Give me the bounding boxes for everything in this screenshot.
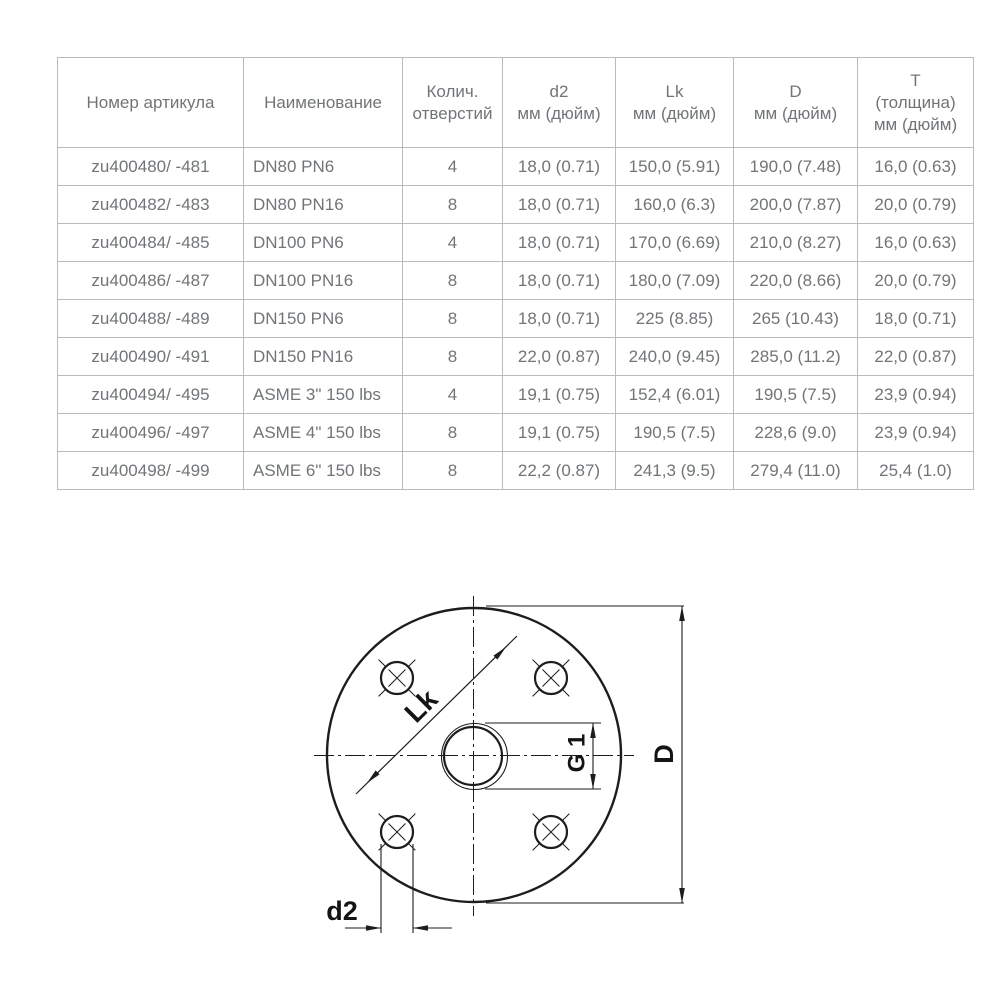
cell-holes: 4 bbox=[403, 376, 503, 414]
cell-d2: 18,0 (0.71) bbox=[503, 224, 616, 262]
cell-holes: 8 bbox=[403, 262, 503, 300]
lk-label: Lk bbox=[398, 683, 444, 729]
cell-d: 190,5 (7.5) bbox=[734, 376, 858, 414]
cell-lk: 180,0 (7.09) bbox=[616, 262, 734, 300]
cell-d: 220,0 (8.66) bbox=[734, 262, 858, 300]
d2-dimension bbox=[345, 844, 452, 933]
cell-d2: 22,2 (0.87) bbox=[503, 452, 616, 490]
cell-holes: 4 bbox=[403, 224, 503, 262]
g1-label: G 1 bbox=[563, 733, 591, 773]
cell-d2: 18,0 (0.71) bbox=[503, 300, 616, 338]
cell-t: 20,0 (0.79) bbox=[858, 186, 974, 224]
cell-article: zu400488/ -489 bbox=[58, 300, 244, 338]
cell-article: zu400496/ -497 bbox=[58, 414, 244, 452]
cell-t: 20,0 (0.79) bbox=[858, 262, 974, 300]
cell-article: zu400486/ -487 bbox=[58, 262, 244, 300]
cell-d: 265 (10.43) bbox=[734, 300, 858, 338]
cell-name: DN150 PN6 bbox=[244, 300, 403, 338]
cell-d: 210,0 (8.27) bbox=[734, 224, 858, 262]
cell-lk: 152,4 (6.01) bbox=[616, 376, 734, 414]
header-holes: Колич. отверстий bbox=[403, 58, 503, 148]
header-article: Номер артикула bbox=[58, 58, 244, 148]
lk-dimension bbox=[356, 636, 517, 794]
cell-holes: 8 bbox=[403, 300, 503, 338]
cell-holes: 8 bbox=[403, 452, 503, 490]
header-d2: d2 мм (дюйм) bbox=[503, 58, 616, 148]
cell-article: zu400482/ -483 bbox=[58, 186, 244, 224]
cell-name: ASME 4" 150 lbs bbox=[244, 414, 403, 452]
d2-label: d2 bbox=[326, 896, 358, 926]
cell-lk: 225 (8.85) bbox=[616, 300, 734, 338]
cell-d: 228,6 (9.0) bbox=[734, 414, 858, 452]
cell-d: 285,0 (11.2) bbox=[734, 338, 858, 376]
cell-article: zu400490/ -491 bbox=[58, 338, 244, 376]
cell-lk: 240,0 (9.45) bbox=[616, 338, 734, 376]
cell-d2: 19,1 (0.75) bbox=[503, 376, 616, 414]
cell-name: DN80 PN6 bbox=[244, 148, 403, 186]
cell-d2: 18,0 (0.71) bbox=[503, 148, 616, 186]
cell-t: 16,0 (0.63) bbox=[858, 224, 974, 262]
cell-d2: 22,0 (0.87) bbox=[503, 338, 616, 376]
cell-t: 18,0 (0.71) bbox=[858, 300, 974, 338]
cell-t: 23,9 (0.94) bbox=[858, 376, 974, 414]
d-label: D bbox=[649, 744, 679, 764]
header-name: Наименование bbox=[244, 58, 403, 148]
header-lk: Lk мм (дюйм) bbox=[616, 58, 734, 148]
cell-article: zu400484/ -485 bbox=[58, 224, 244, 262]
cell-d: 200,0 (7.87) bbox=[734, 186, 858, 224]
cell-d2: 18,0 (0.71) bbox=[503, 186, 616, 224]
cell-t: 22,0 (0.87) bbox=[858, 338, 974, 376]
cell-lk: 241,3 (9.5) bbox=[616, 452, 734, 490]
cell-holes: 8 bbox=[403, 414, 503, 452]
cell-t: 25,4 (1.0) bbox=[858, 452, 974, 490]
cell-lk: 160,0 (6.3) bbox=[616, 186, 734, 224]
cell-holes: 4 bbox=[403, 148, 503, 186]
cell-name: ASME 6" 150 lbs bbox=[244, 452, 403, 490]
header-d: D мм (дюйм) bbox=[734, 58, 858, 148]
cell-t: 16,0 (0.63) bbox=[858, 148, 974, 186]
cell-d: 190,0 (7.48) bbox=[734, 148, 858, 186]
cell-holes: 8 bbox=[403, 338, 503, 376]
cell-d2: 19,1 (0.75) bbox=[503, 414, 616, 452]
cell-name: DN100 PN16 bbox=[244, 262, 403, 300]
cell-lk: 150,0 (5.91) bbox=[616, 148, 734, 186]
cell-lk: 190,5 (7.5) bbox=[616, 414, 734, 452]
cell-holes: 8 bbox=[403, 186, 503, 224]
cell-name: DN150 PN16 bbox=[244, 338, 403, 376]
cell-name: DN100 PN6 bbox=[244, 224, 403, 262]
cell-article: zu400480/ -481 bbox=[58, 148, 244, 186]
cell-d: 279,4 (11.0) bbox=[734, 452, 858, 490]
cell-name: DN80 PN16 bbox=[244, 186, 403, 224]
cell-article: zu400498/ -499 bbox=[58, 452, 244, 490]
cell-t: 23,9 (0.94) bbox=[858, 414, 974, 452]
cell-lk: 170,0 (6.69) bbox=[616, 224, 734, 262]
center-hole bbox=[442, 724, 508, 790]
cell-d2: 18,0 (0.71) bbox=[503, 262, 616, 300]
header-t: T (толщина) мм (дюйм) bbox=[858, 58, 974, 148]
cell-name: ASME 3" 150 lbs bbox=[244, 376, 403, 414]
cell-article: zu400494/ -495 bbox=[58, 376, 244, 414]
